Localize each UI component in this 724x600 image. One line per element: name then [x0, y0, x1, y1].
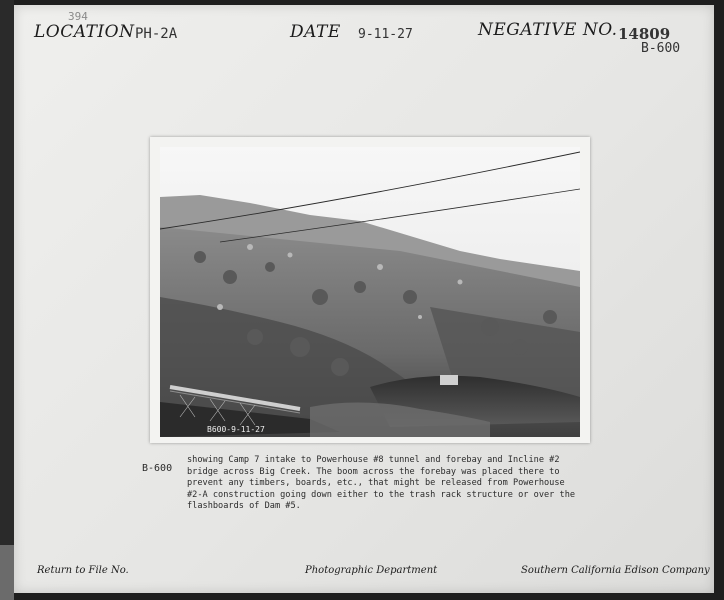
date-label: DATE [290, 22, 341, 42]
left-edge-strip [0, 0, 14, 600]
edge-band [0, 545, 14, 600]
negative-subnumber: B-600 [641, 41, 681, 56]
footer-department: Photographic Department [305, 565, 438, 576]
caption-line: bridge across Big Creek. The boom across the forebay was placed there to [187, 466, 560, 477]
photo-mount [150, 137, 590, 443]
caption-code: B-600 [142, 463, 173, 474]
negative-label: NEGATIVE NO. [478, 20, 618, 40]
photo-image [160, 147, 580, 437]
caption-line: #2-A construction going down either to the trash rack structure or over the [187, 489, 576, 500]
caption-line: showing Camp 7 intake to Powerhouse #8 tunnel and forebay and Incline #2 [187, 455, 560, 465]
negative-number: 14809 [618, 25, 671, 43]
caption-text [187, 455, 587, 513]
caption-line: flashboards of Dam #5. [187, 501, 301, 512]
footer-company: Southern California Edison Company [521, 565, 710, 576]
photo-record-card [14, 5, 714, 593]
caption-line: prevent any timbers, boards, etc., that might be released from Powerhouse [187, 478, 565, 489]
location-value: PH-2A [135, 26, 178, 42]
landscape-photo [160, 147, 580, 437]
location-label: LOCATION [34, 22, 135, 42]
photo-plate-mark: B600-9-11-27 [207, 425, 265, 434]
faint-record-number: 394 [68, 10, 88, 23]
footer-return-to-file: Return to File No. [37, 565, 129, 576]
date-value: 9-11-27 [358, 27, 413, 42]
